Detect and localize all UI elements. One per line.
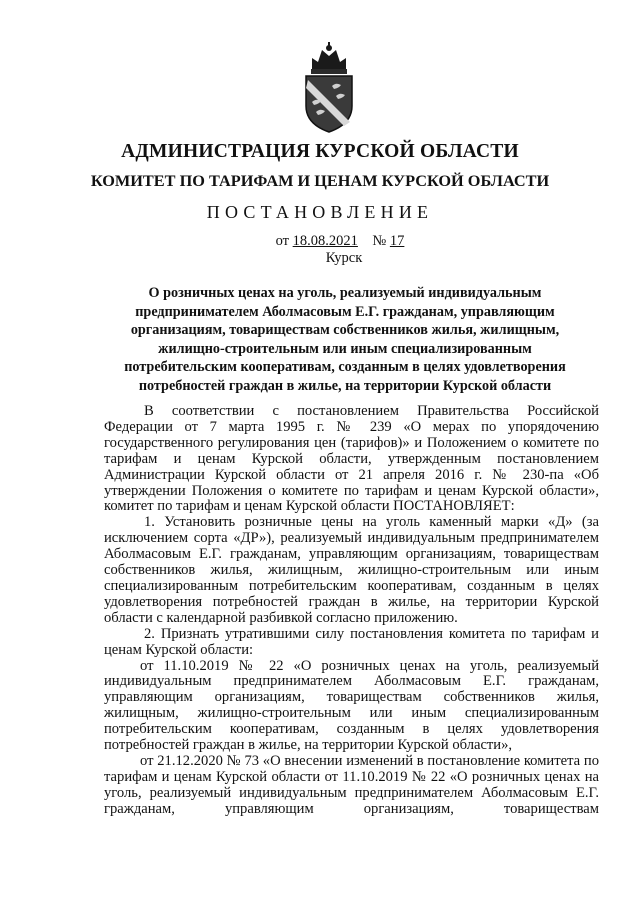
title-line: потребностей граждан в жилье, на территории Курской области	[138, 377, 552, 394]
city: Курск	[325, 250, 363, 266]
date-prefix: от	[275, 233, 290, 249]
title-line: жилищно-строительным или иным специализированным	[158, 340, 532, 357]
document-title	[110, 284, 580, 395]
repealed-decree-1: от 11.10.2019 № 22 «О розничных ценах на уголь, реализуемый индивидуальным предпринимателем Аболмасовым Е.Г. гражданам, управляющим организациям, товариществам собственников жилья, жилищным, жилищно-строительным или иным специализированным потребительским кооперативам, созданным в целях удовлетворения потребностей граждан в жилье, на территории Курской области»,	[104, 657, 599, 754]
document-number: 17	[389, 233, 405, 249]
number-prefix: №	[372, 233, 387, 249]
item-1-paragraph: 1. Установить розничные цены на уголь каменный марки «Д» (за исключением сорта «ДР»), реализуемый индивидуальным предпринимателем Аболмасовым Е.Г. гражданам, управляющим организациям, товариществам собственников жилья, жилищным, жилищно-строительным или иным специализированным потребительским кооперативам, созданным в целях удовлетворения потребностей граждан в жилье, на территории Курской области с календарной разбивкой согласно приложению.	[104, 514, 599, 626]
title-line: предпринимателем Аболмасовым Е.Г. гражданам, управляющим	[135, 303, 555, 320]
document-type: ПОСТАНОВЛЕНИЕ	[206, 202, 434, 222]
preamble-paragraph: В соответствии с постановлением Правительства Российской Федерации от 7 марта 1995 г. № 239 «О мерах по упорядочению государственного регулирования цен (тарифов)» и Положением о комитете по тарифам и ценам Курской области, утвержденным постановлением Администрации Курской области от 21 апреля 2016 г. № 230-па «Об утверждении Положения о комитете по тарифам и ценам Курской области», комитет по тарифам и ценам Курской области ПОСТАНОВЛЯЕТ:	[104, 403, 599, 515]
title-line: О розничных ценах на уголь, реализуемый индивидуальным	[148, 285, 542, 301]
document-body	[104, 404, 599, 818]
administration-heading: АДМИНИСТРАЦИЯ КУРСКОЙ ОБЛАСТИ	[121, 141, 519, 162]
item-2-paragraph: 2. Признать утратившими силу постановления комитета по тарифам и ценам Курской области:	[104, 625, 599, 658]
document-date: 18.08.2021	[292, 233, 358, 249]
title-line: потребительским кооперативам, созданным в целях удовлетворения	[124, 359, 566, 375]
repealed-decree-2: от 21.12.2020 № 73 «О внесении изменений в постановление комитета по тарифам и ценам Курской области от 11.10.2019 № 22 «О розничных ценах на уголь, реализуемый индивидуальным предпринимателем Аболмасовым Е.Г. гражданам, управляющим организациям, товариществам	[104, 752, 599, 817]
committee-heading: КОМИТЕТ ПО ТАРИФАМ И ЦЕНАМ КУРСКОЙ ОБЛАСТИ	[90, 171, 550, 190]
date-number-line	[20, 233, 640, 250]
kursk-coat-of-arms-icon	[298, 40, 360, 136]
title-line: организациям, товариществам собственников жилья, жилищным,	[130, 322, 560, 338]
